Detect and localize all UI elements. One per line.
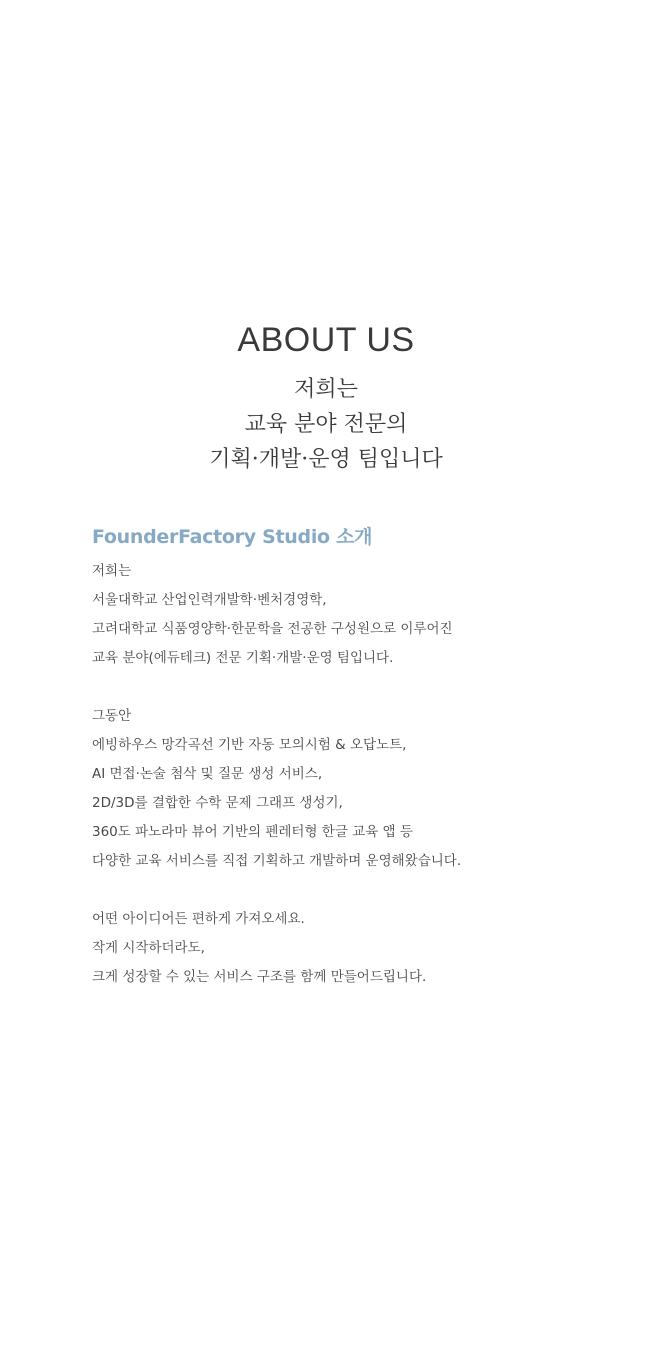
- tagline-line: 교육 분야 전문의: [244, 412, 408, 437]
- tagline-line: 저희는: [294, 377, 358, 402]
- paragraph-line: 어떤 아이디어든 편하게 가져오세요.: [92, 911, 305, 927]
- intro-paragraph: [92, 557, 612, 673]
- tagline-line: 기획·개발·운영 팀입니다: [209, 447, 443, 472]
- paragraph-line: 작게 시작하더라도,: [92, 940, 205, 956]
- tagline: [0, 372, 652, 477]
- page-title: ABOUT US: [237, 321, 415, 359]
- paragraph-line: AI 면접·논술 첨삭 및 질문 생성 서비스,: [92, 766, 323, 782]
- paragraph-line: 에빙하우스 망각곡선 기반 자동 모의시험 & 오답노트,: [92, 737, 407, 753]
- paragraph-line: 서울대학교 산업인력개발학·벤처경영학,: [92, 592, 327, 608]
- closing-paragraph: [92, 905, 612, 992]
- paragraph-line: 다양한 교육 서비스를 직접 기획하고 개발하며 운영해왔습니다.: [92, 853, 462, 869]
- intro-section: [92, 523, 612, 992]
- paragraph-line: 크게 성장할 수 있는 서비스 구조를 함께 만들어드립니다.: [92, 969, 427, 985]
- paragraph-line: 360도 파노라마 뷰어 기반의 펜레터형 한글 교육 앱 등: [92, 824, 413, 840]
- hero-section: [0, 318, 652, 477]
- paragraph-line: 그동안: [92, 708, 132, 724]
- paragraph-line: 저희는: [92, 563, 132, 579]
- paragraph-line: 고려대학교 식품영양학·한문학을 전공한 구성원으로 이루어진: [92, 621, 453, 637]
- paragraph-line: 2D/3D를 결합한 수학 문제 그래프 생성기,: [92, 795, 343, 811]
- paragraph-line: 교육 분야(에듀테크) 전문 기획·개발·운영 팀입니다.: [92, 650, 394, 666]
- history-paragraph: [92, 702, 612, 876]
- intro-heading: FounderFactory Studio 소개: [92, 526, 373, 548]
